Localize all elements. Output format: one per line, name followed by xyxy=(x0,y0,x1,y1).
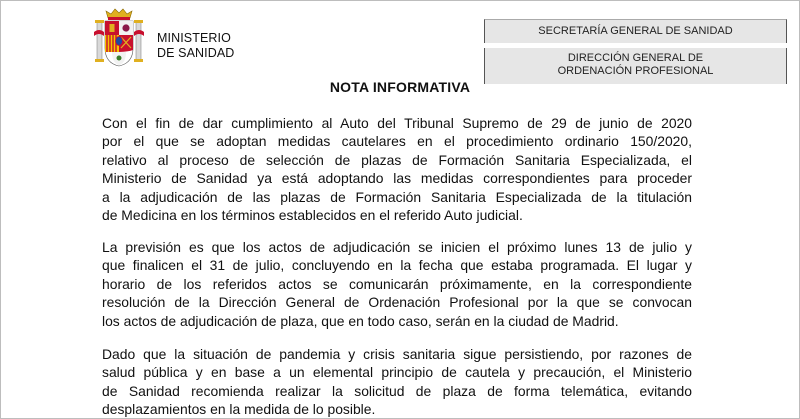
paragraph-line: relativo al proceso de selección de plazas de Formación Sanitaria Especializada, el xyxy=(102,151,692,168)
ministry-name-line1: MINISTERIO xyxy=(157,31,231,45)
paragraph-1 xyxy=(102,114,692,224)
paragraph-line: La previsión es que los actos de adjudicación se inicien el próximo lunes 13 de julio y xyxy=(102,239,692,255)
coat-of-arms-icon xyxy=(94,8,144,70)
paragraph-3 xyxy=(102,345,692,419)
secretariat-box xyxy=(484,19,787,43)
paragraph-line: a la adjudicación de las plazas de Formación Sanitaria Especializada de la titulación xyxy=(102,188,692,205)
paragraph-line: de Sanidad recomienda realizar la solicitud de plaza de forma telemática, evitando xyxy=(102,382,692,399)
paragraph-line: horario de los referidos actos se comunicarán próximamente, en la correspondiente xyxy=(102,275,692,292)
paragraph-line: Dado que la situación de pandemia y crisis sanitaria sigue persistiendo, por razones de xyxy=(102,346,692,362)
directorate-label-line2: ORDENACIÓN PROFESIONAL xyxy=(557,65,714,77)
directorate-label-line1: DIRECCIÓN GENERAL DE xyxy=(567,52,704,64)
paragraph-line: por el que se adoptan medidas cautelares en el procedimiento ordinario 150/2020, xyxy=(102,133,692,150)
paragraph-line: que finalicen el 31 de julio, concluyendo en la fecha que estaba programada. El lugar y xyxy=(102,257,692,274)
secretariat-label: SECRETARÍA GENERAL DE SANIDAD xyxy=(538,25,733,37)
paragraph-line: salud pública y en base a un elemental principio de cautela y precaución, el Ministerio xyxy=(102,364,692,381)
paragraph-line: los actos de adjudicación de plaza, que en todo caso, serán en la ciudad de Madrid. xyxy=(102,312,619,329)
paragraph-line: desplazamientos en la medida de lo posible. xyxy=(102,401,376,418)
paragraph-line: Ministerio de Sanidad ya está adoptando las medidas correspondientes para proceder xyxy=(102,170,692,187)
ministry-name-line2: DE SANIDAD xyxy=(157,46,235,60)
paragraph-line: Con el fin de dar cumplimiento al Auto del Tribunal Supremo de 29 de junio de 2020 xyxy=(102,115,692,131)
paragraph-2 xyxy=(102,238,692,330)
document-title: NOTA INFORMATIVA xyxy=(329,79,471,95)
paragraph-line: de Medicina en los términos establecidos en el referido Auto judicial. xyxy=(102,207,523,224)
ministry-name xyxy=(157,31,234,61)
paragraph-line: resolución de la Dirección General de Ordenación Profesional por la que se convocan xyxy=(102,294,692,311)
